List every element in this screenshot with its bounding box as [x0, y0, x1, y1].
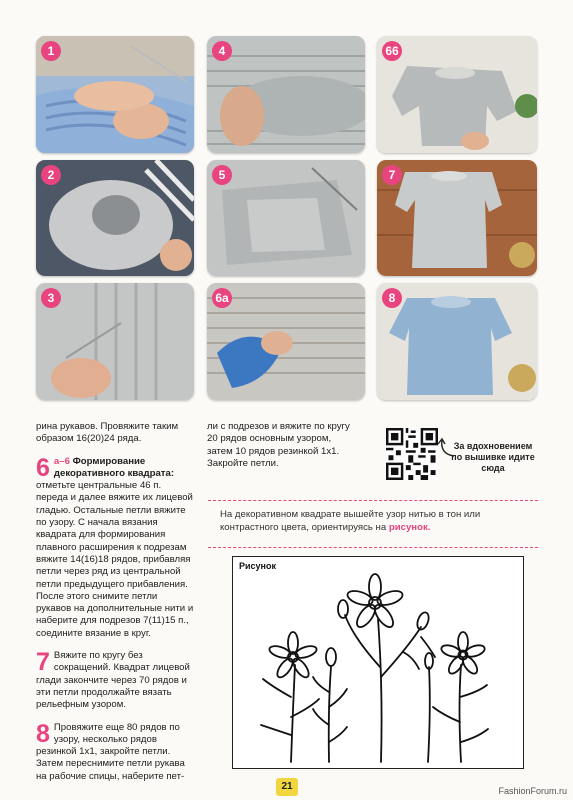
intro-paragraph: рина рукавов. Провяжите таким образом 16(20)24 ряда. — [36, 421, 179, 445]
watermark: FashionForum.ru — [498, 786, 567, 796]
note-emphasis: рисунок. — [388, 521, 431, 533]
step-badge: 1 — [41, 41, 61, 61]
step-photo-66 — [377, 36, 537, 153]
step-photo-8 — [377, 283, 537, 400]
step-7-number: 7 — [36, 648, 50, 677]
step-badge: 2 — [41, 165, 61, 185]
step-badge: 5 — [212, 165, 232, 185]
step-photo-3 — [36, 283, 194, 400]
qr-code-icon[interactable] — [386, 428, 438, 480]
step-badge: 8 — [382, 288, 402, 308]
step-6-number: 6 — [36, 453, 50, 482]
step-photo-6a — [207, 283, 365, 400]
step-badge: 3 — [41, 288, 61, 308]
qr-caption: За вдохновением по вышивке идите сюда — [451, 441, 535, 473]
embroidery-pattern-drawing — [232, 556, 524, 769]
flower-pattern-icon — [233, 557, 525, 770]
step-7-paragraph — [36, 650, 194, 711]
step-photo-7 — [377, 160, 537, 276]
step-6-body: отметьте центральные 46 п. переда и далее вяжите их лицевой гладью. Остальные петли вяжите по узору. С начала вязания квадрата для формирования плавного расширения к подрезам вяжите 14(16)18 рядов, прибавляя петли через ряд из центральной петли предыдущего прибавления. После этого снимите петли рукавов на дополнительные нити и наберите для подрезов 7(11)15 п., соедините вязание в круг. — [36, 480, 194, 639]
step-8-body: Провяжите еще 80 рядов по узору, несколько рядов резинкой 1х1, закройте петли. Затем переснимите петли рукава на рабочие спицы, наберите пет- — [36, 721, 185, 782]
step-badge: 66 — [382, 41, 402, 61]
step-8-paragraph — [36, 719, 194, 783]
step-photo-1 — [36, 36, 194, 153]
step-6-subnumber: а–6 — [53, 455, 70, 467]
step-photo-2 — [36, 160, 194, 276]
step-8-number: 8 — [36, 719, 50, 748]
instructions-column-1 — [36, 421, 194, 793]
step-7-body: Вяжите по кругу без сокращений. Квадрат лицевой глади закончите через 70 рядов и эти петли продолжайте вязать рельефным узором. — [36, 650, 190, 711]
step-photo-5 — [207, 160, 365, 276]
embroidery-note — [208, 500, 538, 548]
drawing-title: Рисунок — [239, 561, 276, 571]
step-6-paragraph — [36, 453, 194, 640]
page-number: 21 — [276, 778, 298, 796]
note-text: На декоративном квадрате вышейте узор нитью в тон или контрастного цвета, ориентируясь на — [220, 509, 481, 533]
step-badge: 4 — [212, 41, 232, 61]
instructions-column-2 — [207, 421, 359, 470]
step-badge: 6а — [212, 288, 232, 308]
column-2-paragraph: ли с подрезов и вяжите по кругу 20 рядов основным узором, затем 10 рядов резинкой 1х1. Закройте петли. — [207, 421, 350, 469]
step-badge: 7 — [382, 165, 402, 185]
step-photo-4 — [207, 36, 365, 153]
step-6-title: Формирование декоративного квадрата: — [53, 455, 175, 479]
